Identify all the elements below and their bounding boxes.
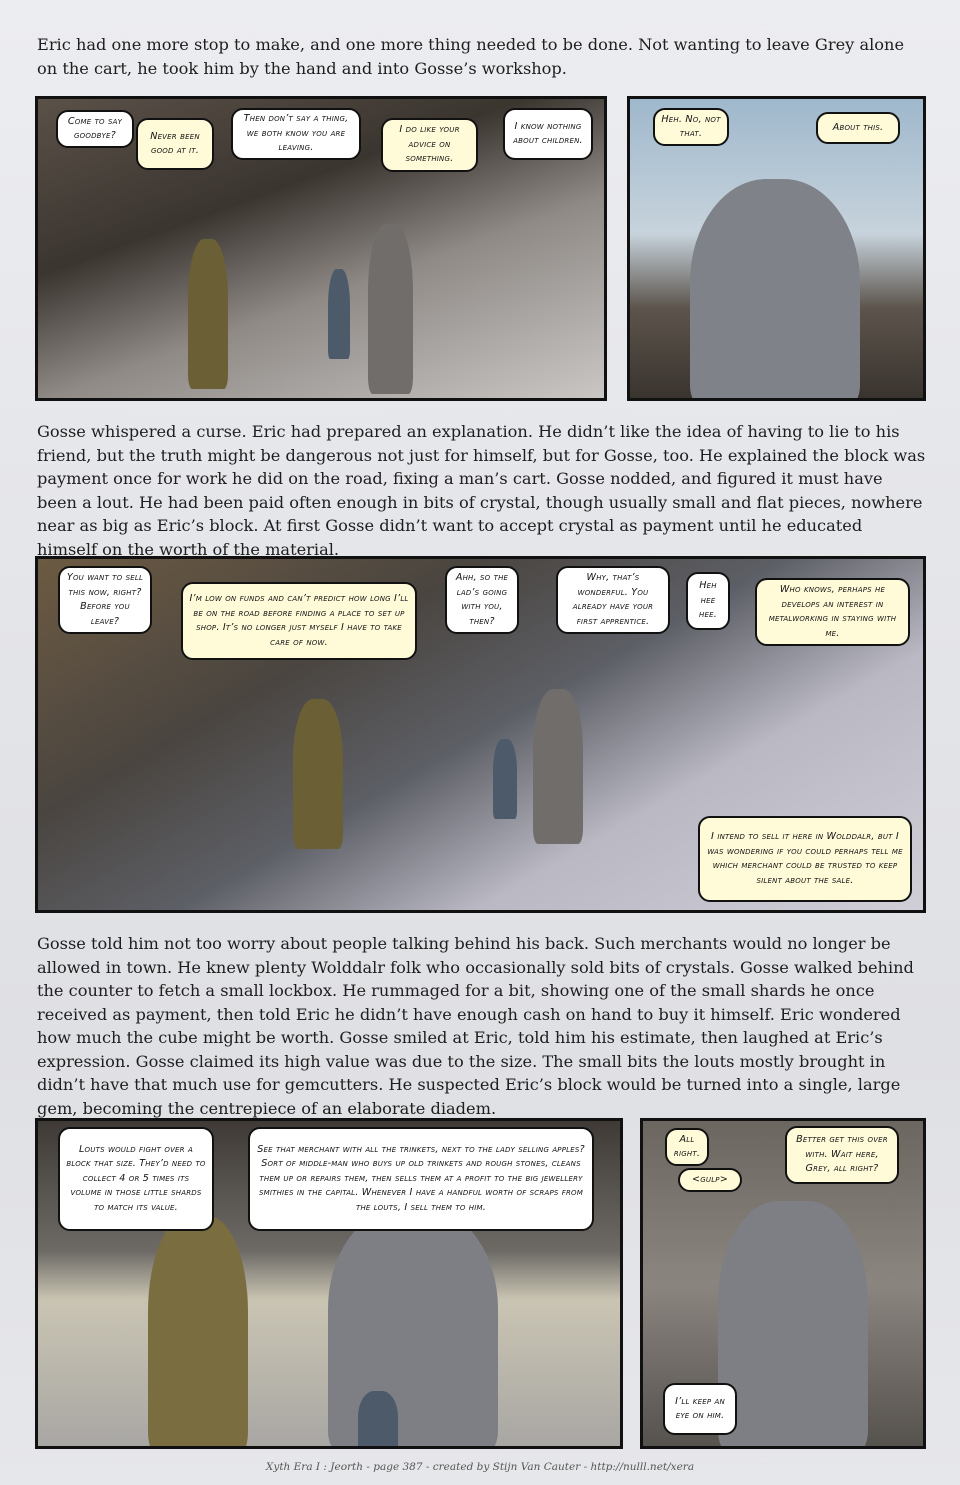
speech-bubble-eric: Who knows, perhaps he develops an interest in metalworking in staying with me. bbox=[755, 578, 910, 646]
gosse-figure bbox=[188, 239, 228, 389]
speech-bubble-gosse: Then don’t say a thing, we both know you are leaving. bbox=[231, 108, 361, 160]
speech-bubble-eric: Never been good at it. bbox=[136, 118, 214, 170]
grey-figure bbox=[328, 269, 350, 359]
speech-bubble-eric: All right. bbox=[665, 1128, 709, 1166]
speech-bubble-eric: Better get this over with. Wait here, Grey, all right? bbox=[785, 1126, 899, 1184]
speech-bubble-eric: I intend to sell it here in Wolddalr, but I was wondering if you could perhaps tell me which merchant could be trusted to keep silent about the sale. bbox=[698, 816, 912, 902]
grey-figure bbox=[358, 1391, 398, 1449]
speech-bubble-eric: I’m low on funds and can’t predict how long I’ll be on the road before finding a place to set up shop. It’s no longer just myself I have to take care of now. bbox=[181, 582, 417, 660]
speech-bubble-gosse: Louts would fight over a block that size. They’d need to collect 4 or 5 times its volume in those little shards to match its value. bbox=[58, 1127, 214, 1231]
narration-paragraph-2: Gosse whispered a curse. Eric had prepared an explanation. He didn’t like the idea of having to lie to his friend, but the truth might be dangerous not just for himself, but for Gosse, too. He explained the block was payment once for work he did on the road, fixing a man’s cart. Gosse nodded, and figured it must have been a lout. He had been paid often enough in bits of crystal, though usually small and flat pieces, nowhere near as big as Eric’s block. At first Gosse didn’t want to accept crystal as payment until he educated himself on the worth of the material. bbox=[37, 422, 926, 559]
eric-figure bbox=[328, 1211, 498, 1449]
speech-bubble-gosse: Heh hee hee. bbox=[686, 572, 730, 630]
eric-figure bbox=[718, 1201, 868, 1449]
speech-bubble-gosse: Ahh, so the lad’s going with you, then? bbox=[445, 566, 519, 634]
page-credits-footer: Xyth Era I : Jeorth - page 387 - created by Stijn Van Cauter - http://nulll.net/xera bbox=[265, 1461, 695, 1473]
speech-bubble-gosse: Come to say goodbye? bbox=[56, 110, 134, 148]
speech-bubble-gosse: See that merchant with all the trinkets, next to the lady selling apples? Sort of middle-man who buys up old trinkets and rough stones, cleans them up or repairs them, then sells them at a profit to the big jewellery smithies in the capital. Whenever I have a handful worth of scraps from the louts, I sell them to him. bbox=[248, 1127, 594, 1231]
speech-bubble-gosse: Why, that’s wonderful. You already have your first apprentice. bbox=[556, 566, 670, 634]
eric-figure bbox=[368, 224, 413, 394]
eric-figure bbox=[690, 179, 860, 401]
speech-bubble-gosse: I’ll keep an eye on him. bbox=[663, 1383, 737, 1435]
speech-bubble-gosse: You want to sell this now, right? Before you leave? bbox=[58, 566, 152, 634]
speech-bubble-eric: Heh. No, not that. bbox=[653, 108, 729, 146]
speech-bubble-eric: <gulp> bbox=[678, 1168, 742, 1192]
speech-bubble-eric: About this. bbox=[816, 112, 900, 144]
narration-paragraph-1: Eric had one more stop to make, and one more thing needed to be done. Not wanting to leave Grey alone on the cart, he took him by the hand and into Gosse’s workshop. bbox=[37, 35, 905, 78]
speech-bubble-gosse: I know nothing about children. bbox=[503, 108, 593, 160]
speech-bubble-eric: I do like your advice on something. bbox=[381, 118, 478, 172]
gosse-figure bbox=[148, 1216, 248, 1449]
grey-figure bbox=[493, 739, 517, 819]
narration-paragraph-3: Gosse told him not too worry about people talking behind his back. Such merchants would no longer be allowed in town. He knew plenty Wolddalr folk who occasionally sold bits of crystals. Gosse walked behind the counter to fetch a small lockbox. He rummaged for a bit, showing one of the small shards he once received as payment, then told Eric he didn’t have enough cash on hand to buy it himself. Eric wondered how much the cube might be worth. Gosse smiled at Eric, told him his estimate, then laughed at Eric’s expression. Gosse claimed its high value was due to the size. The small bits the louts mostly brought in didn’t have that much use for gemcutters. He suspected Eric’s block would be turned into a single, large gem, becoming the centrepiece of an elaborate diadem. bbox=[37, 934, 914, 1118]
eric-figure bbox=[533, 689, 583, 844]
gosse-figure bbox=[293, 699, 343, 849]
